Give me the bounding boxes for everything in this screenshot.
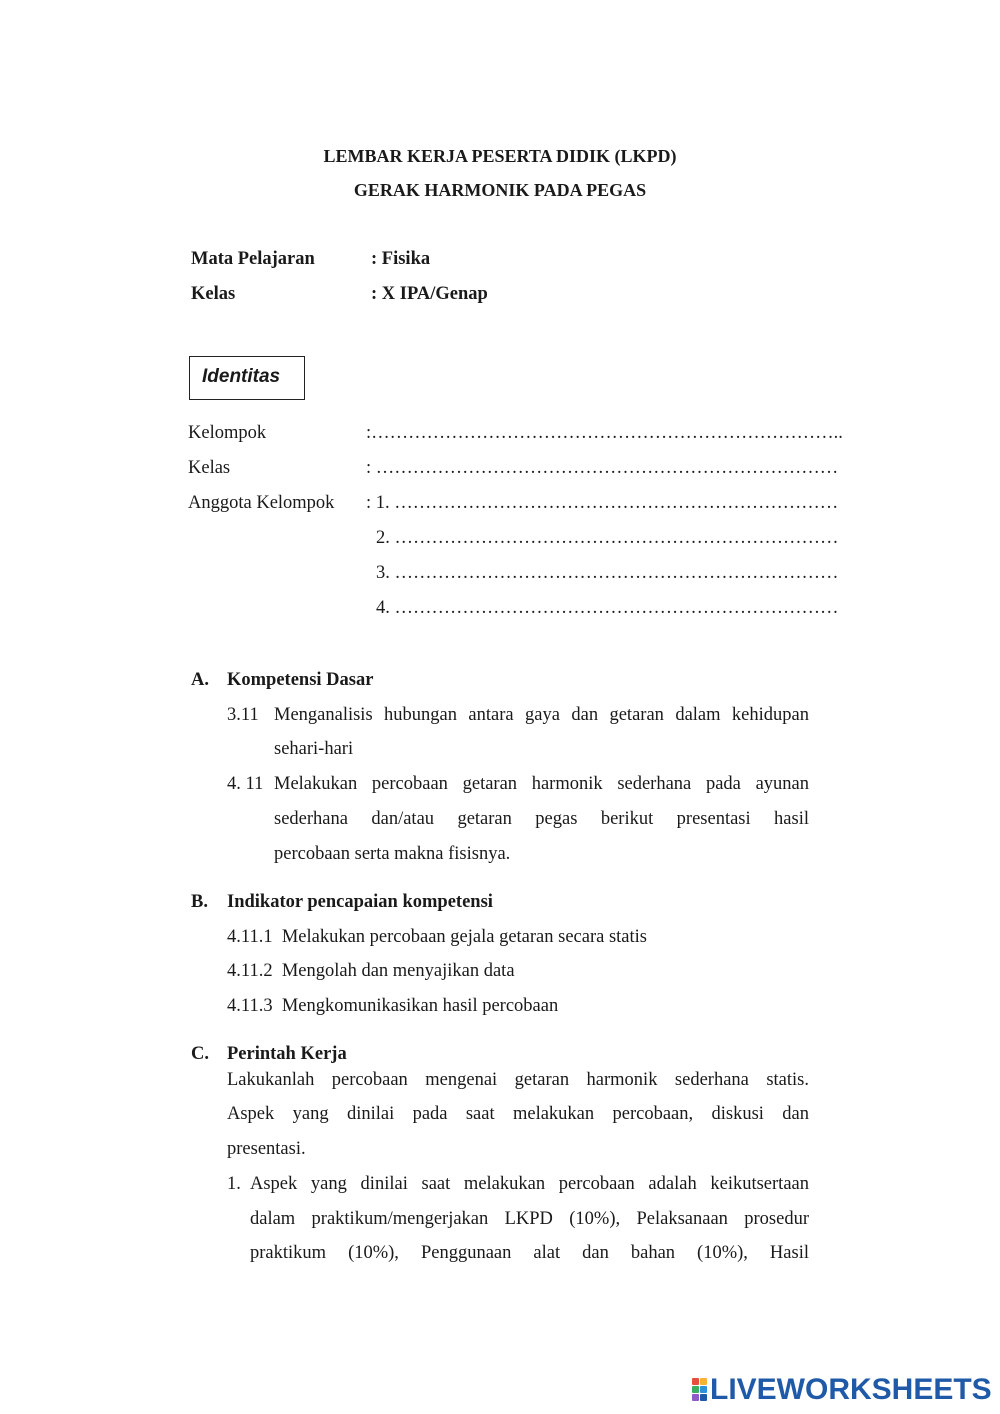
- kd-3-11-line1: Menganalisis hubungan antara gaya dan getaran dalam kehidupan: [274, 705, 809, 725]
- member-1-field[interactable]: : 1. ………………………………………………………………: [366, 493, 839, 513]
- class-value: : X IPA/Genap: [371, 284, 488, 304]
- worksheet-title: LEMBAR KERJA PESERTA DIDIK (LKPD): [323, 146, 677, 166]
- subject-value: : Fisika: [371, 249, 431, 269]
- section-a-letter: A.: [191, 670, 209, 690]
- member-4-field[interactable]: 4. ………………………………………………………………: [376, 598, 839, 618]
- indicator-4-11-2: 4.11.2 Mengolah dan menyajikan data: [227, 961, 515, 981]
- kd-4-11-line1: Melakukan percobaan getaran harmonik sederhana pada ayunan: [274, 774, 809, 794]
- aspect-1-line2: dalam praktikum/mengerjakan LKPD (10%), Pelaksanaan prosedur: [250, 1209, 809, 1229]
- class-label: Kelas: [191, 284, 236, 304]
- group-field[interactable]: :…………………………………………………………………..: [366, 423, 843, 443]
- worksheet-subtitle: GERAK HARMONIK PADA PEGAS: [353, 180, 647, 200]
- group-label: Kelompok: [188, 423, 267, 443]
- aspect-1-line1: Aspek yang dinilai saat melakukan percobaan adalah keikutsertaan: [250, 1174, 809, 1194]
- indicator-4-11-3: 4.11.3 Mengkomunikasikan hasil percobaan: [227, 996, 559, 1016]
- member-3-field[interactable]: 3. ………………………………………………………………: [376, 563, 839, 583]
- aspect-1-number: 1.: [227, 1174, 241, 1194]
- section-c-heading: Perintah Kerja: [227, 1044, 347, 1064]
- kd-4-11-number: 4. 11: [227, 774, 264, 794]
- section-c-letter: C.: [191, 1044, 209, 1064]
- kd-3-11-number: 3.11: [227, 705, 259, 725]
- instruction-line3: presentasi.: [227, 1139, 306, 1159]
- indicator-4-11-1: 4.11.1 Melakukan percobaan gejala getaran secara statis: [227, 927, 647, 947]
- identity-class-field[interactable]: : …………………………………………………………………: [366, 458, 839, 478]
- liveworksheets-brand: LIVEWORKSHEETS: [710, 1373, 992, 1406]
- kd-4-11-line3: percobaan serta makna fisisnya.: [274, 844, 511, 864]
- instruction-line2: Aspek yang dinilai pada saat melakukan percobaan, diskusi dan: [227, 1104, 809, 1124]
- subject-label: Mata Pelajaran: [191, 249, 315, 269]
- identity-box: [189, 356, 305, 400]
- section-b-letter: B.: [191, 892, 208, 912]
- liveworksheets-logo-icon: [692, 1378, 707, 1402]
- identity-class-label: Kelas: [188, 458, 231, 478]
- member-2-field[interactable]: 2. ………………………………………………………………: [376, 528, 839, 548]
- identity-title: Identitas: [202, 366, 281, 387]
- members-label: Anggota Kelompok: [188, 493, 335, 513]
- aspect-1-line3: praktikum (10%), Penggunaan alat dan bahan (10%), Hasil: [250, 1243, 809, 1263]
- liveworksheets-logo: [692, 1374, 992, 1406]
- kd-3-11-line2: sehari-hari: [274, 739, 354, 759]
- instruction-line1: Lakukanlah percobaan mengenai getaran harmonik sederhana statis.: [227, 1070, 809, 1090]
- kd-4-11-line2: sederhana dan/atau getaran pegas berikut presentasi hasil: [274, 809, 809, 829]
- section-b-heading: Indikator pencapaian kompetensi: [227, 892, 493, 912]
- section-a-heading: Kompetensi Dasar: [227, 670, 374, 690]
